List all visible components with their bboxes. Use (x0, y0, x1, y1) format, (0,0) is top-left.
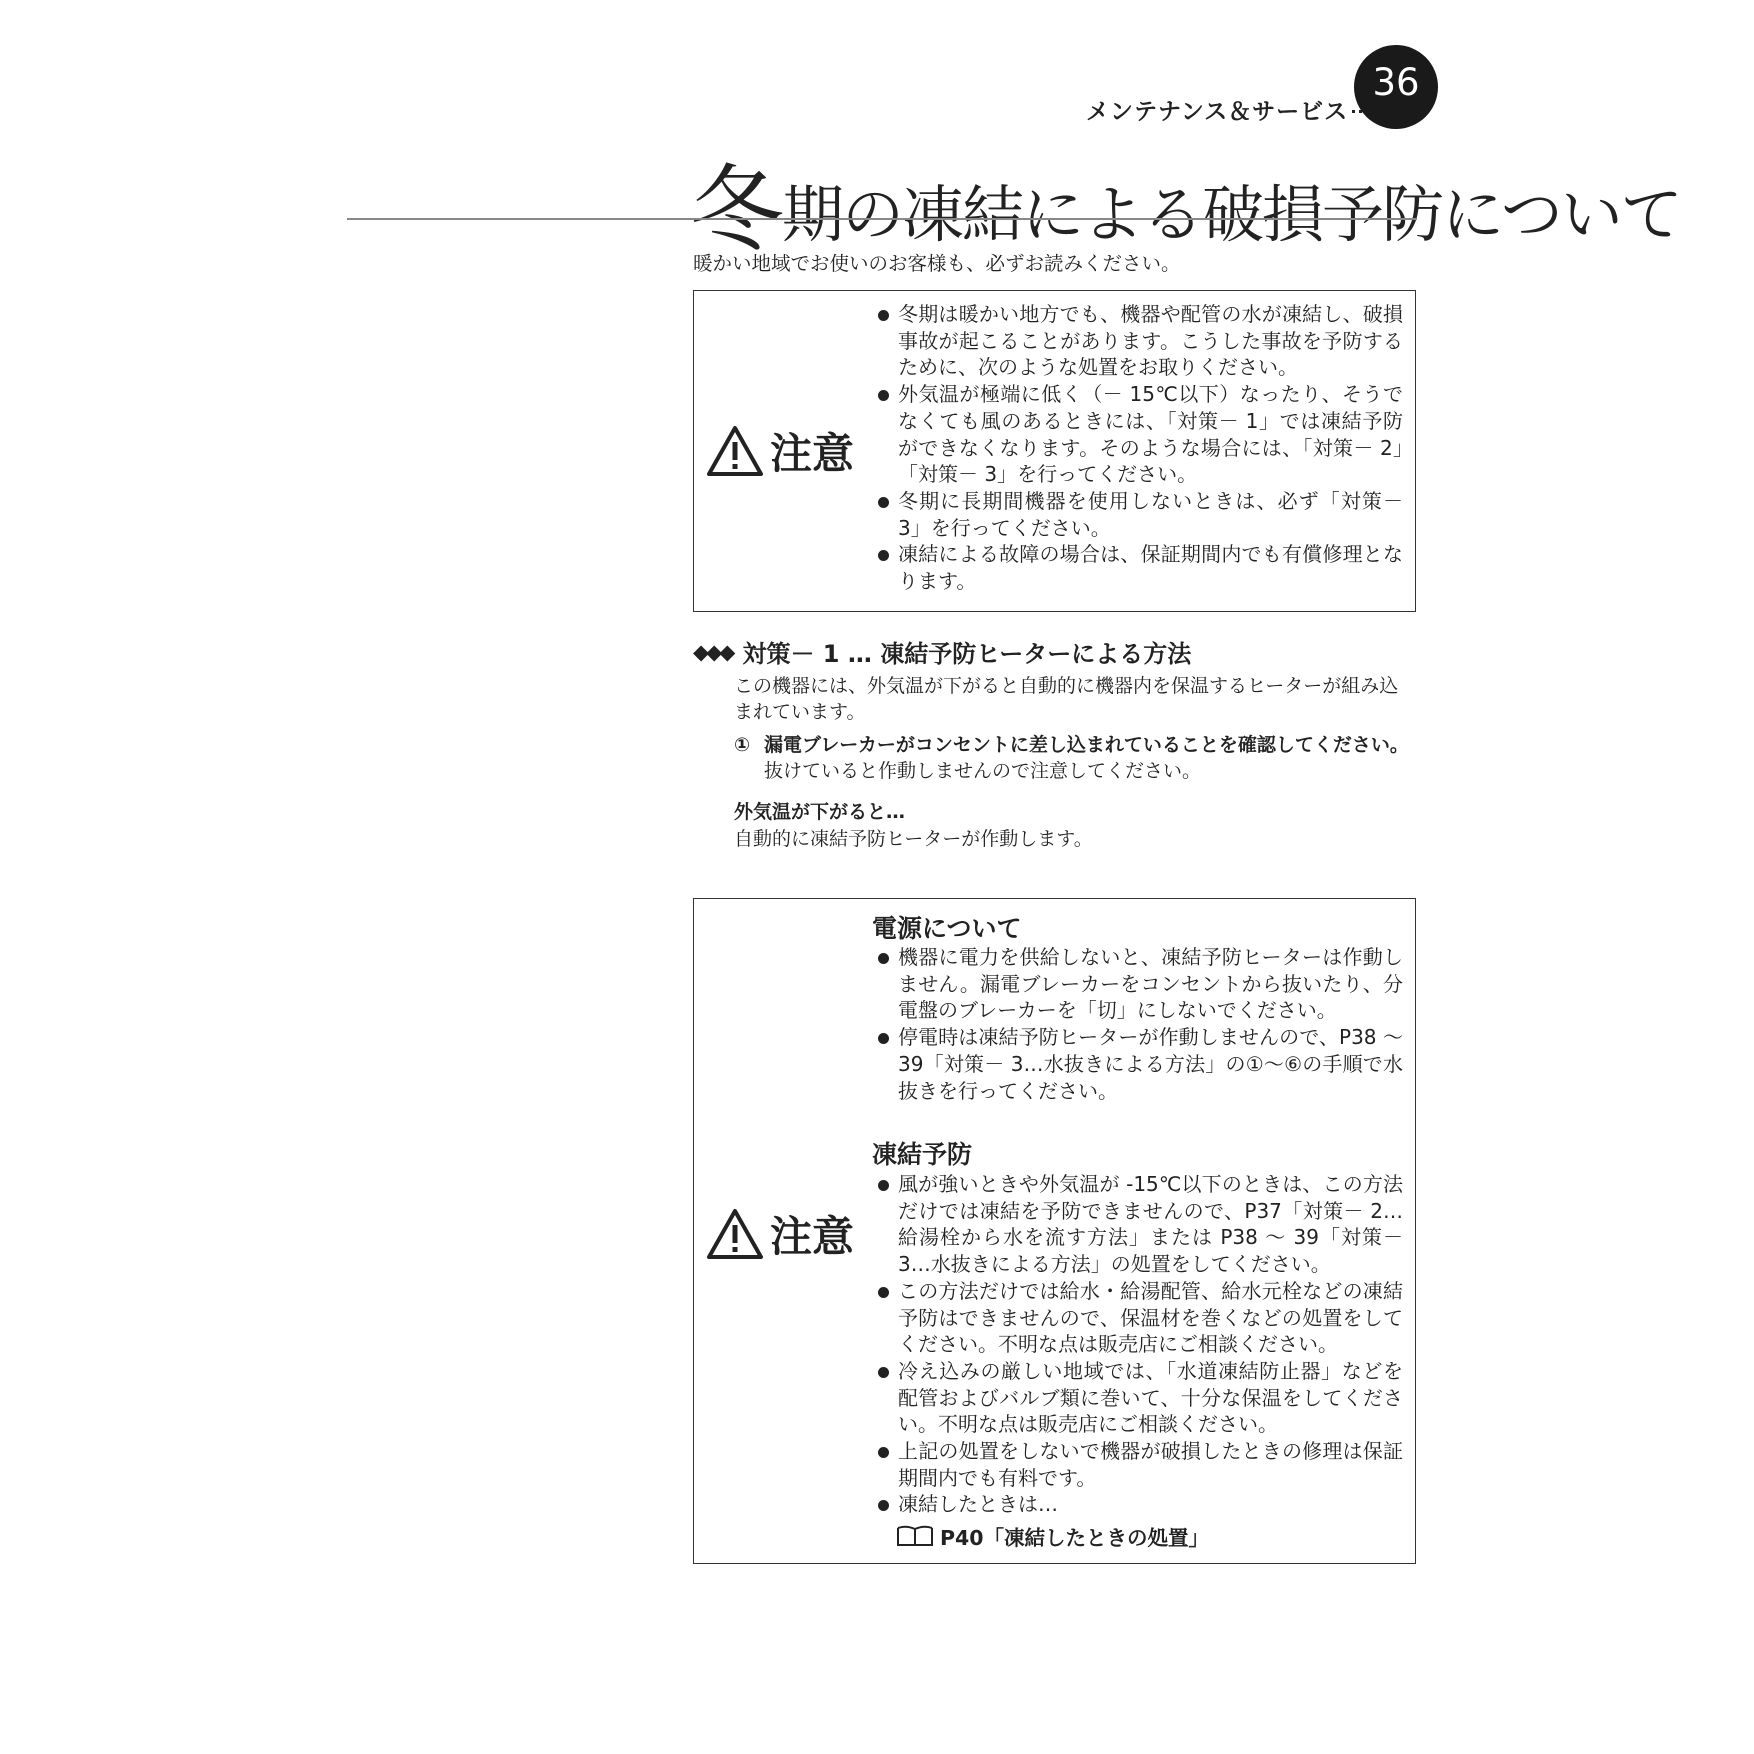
intro-text: 暖かい地域でお使いのお客様も、必ずお読みください。 (693, 252, 1181, 275)
warning-icon (706, 425, 764, 477)
step-title-text: 漏電ブレーカーがコンセントに差し込まれていることを確認してください。 (764, 734, 1409, 756)
list-item: 機器に電力を供給しないと、凍結予防ヒーターは作動しません。漏電ブレーカーをコンセントから抜いたり、分電盤のブレーカーを「切」にしないでください。 (876, 944, 1403, 1024)
caution-heading (706, 1204, 854, 1264)
list-item: 外気温が極端に低く（－ 15℃以下）なったり、そうでなくても風のあるときには、「対策－ 1」では凍結予防ができなくなります。そのような場合には、「対策－ 2」「対策－ 3」を行ってください。 (876, 381, 1403, 488)
list-item: 凍結による故障の場合は、保証期間内でも有償修理となります。 (876, 541, 1403, 594)
freeze-prevention-list (876, 1171, 1403, 1518)
countermeasure-heading (693, 634, 1191, 669)
title-divider (347, 218, 1417, 220)
page-reference (896, 1521, 1209, 1551)
outdoor-temp-heading: 外気温が下がると… (734, 801, 906, 823)
caution-box-2 (693, 898, 1416, 1564)
list-item: 冷え込みの厳しい地域では、「水道凍結防止器」などを配管およびバルブ類に巻いて、十分な保温をしてください。不明な点は販売店にご相談ください。 (876, 1358, 1403, 1438)
step-1 (734, 732, 1424, 784)
page-number: 36 (1372, 61, 1420, 104)
page-reference-text: P40「凍結したときの処置」 (940, 1526, 1210, 1550)
power-heading: 電源について (872, 914, 1022, 943)
book-icon (896, 1524, 934, 1548)
page-title-rest: 期の凍結による破損予防について (782, 178, 1681, 251)
list-item: 冬期に長期間機器を使用しないときは、必ず「対策－ 3」を行ってください。 (876, 488, 1403, 541)
caution-box-1 (693, 290, 1416, 612)
step-number: ① (734, 734, 751, 756)
step-note: 抜けていると作動しませんので注意してください。 (764, 760, 1202, 782)
list-item: 凍結したときは… (876, 1491, 1403, 1518)
outdoor-temp-body: 自動的に凍結予防ヒーターが作動します。 (734, 828, 1093, 850)
page-number-badge (1354, 45, 1438, 129)
diamond-icons: ◆◆◆ (693, 639, 733, 664)
list-item: この方法だけでは給水・給湯配管、給水元栓などの凍結予防はできませんので、保温材を巻くなどの処置をしてください。不明な点は販売店にご相談ください。 (876, 1278, 1403, 1358)
caution-label: 注意 (770, 429, 855, 478)
warning-icon (706, 1208, 764, 1260)
list-item: 上記の処置をしないで機器が破損したときの修理は保証期間内でも有料です。 (876, 1438, 1403, 1491)
page-title-first-char: 冬 (690, 156, 783, 265)
list-item: 風が強いときや外気温が -15℃以下のときは、この方法だけでは凍結を予防できませんので、P37「対策－ 2…給湯栓から水を流す方法」または P38 ～ 39「対策－ 3…水抜きによる方法」の処置をしてください。 (876, 1171, 1403, 1278)
list-item: 停電時は凍結予防ヒーターが作動しませんので、P38 ～ 39「対策－ 3…水抜きによる方法」の①～⑥の手順で水抜きを行ってください。 (876, 1024, 1403, 1104)
list-item: 冬期は暖かい地方でも、機器や配管の水が凍結し、破損事故が起こることがあります。こうした事故を予防するために、次のような処置をお取りください。 (876, 301, 1403, 381)
caution-label: 注意 (770, 1212, 855, 1261)
caution-heading (706, 421, 854, 481)
countermeasure-body: この機器には、外気温が下がると自動的に機器内を保温するヒーターが組み込まれています。 (734, 675, 1399, 723)
caution-list-1 (876, 301, 1403, 595)
power-list (876, 944, 1403, 1104)
step-title (734, 732, 1424, 758)
section-label: メンテナンス＆サービス (1086, 99, 1349, 125)
freeze-prevention-heading: 凍結予防 (872, 1140, 973, 1169)
countermeasure-title: 対策－ 1 … 凍結予防ヒーターによる方法 (742, 640, 1192, 668)
